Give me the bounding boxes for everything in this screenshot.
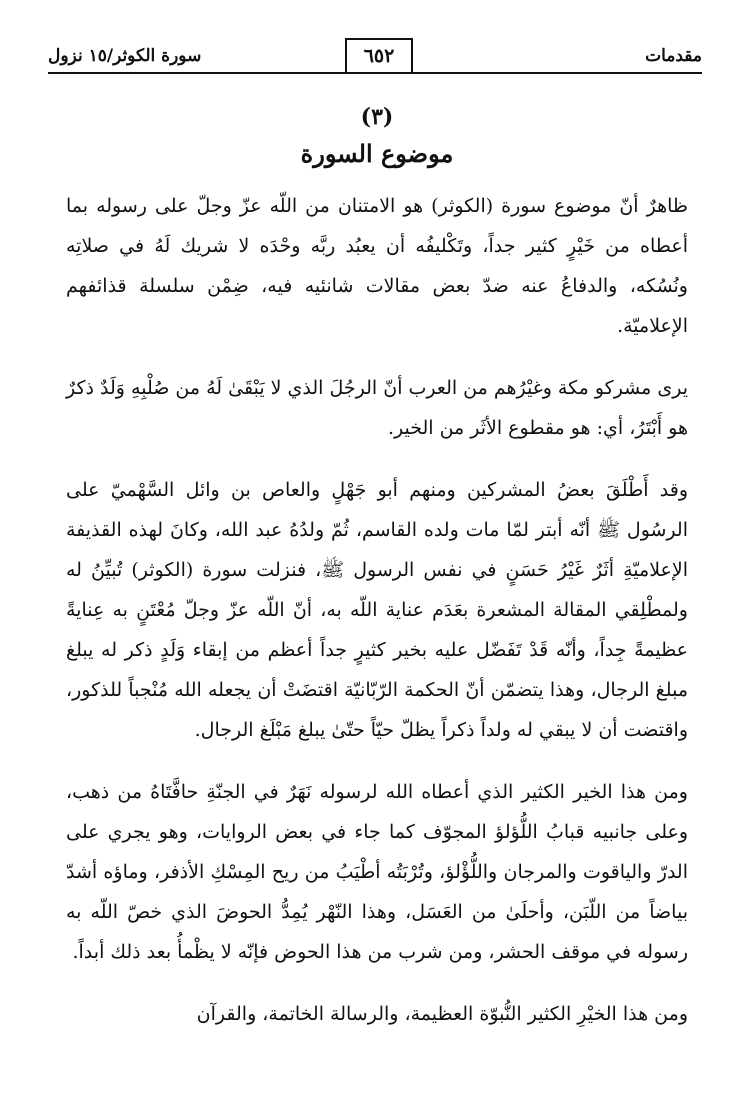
running-head-right: مقدمات bbox=[645, 46, 702, 66]
running-head-left: سورة الكوثر/١٥ نزول bbox=[48, 46, 202, 66]
section-number: (٣) bbox=[360, 104, 394, 130]
page-header bbox=[48, 38, 702, 72]
paragraph-4: ومن هذا الخير الكثير الذي أعطاه الله لرسوله نَهَرٌ في الجنّةِ حافَّتَاهُ من ذهب، وعلى جانبيه قبابُ اللُّؤلؤ المجوّف كما جاء في بعض الروايات، وهو يجري على الدرّ والياقوت والمرجان واللُّؤْلؤ، وتُرْبَتُه أطْيَبُ من ريح المِسْكِ الأذفر، وماؤه أشدّ بياضاً من اللّبَن، وأحلَىٰ من العَسَل، وهذا النّهْر يُمِدُّ الحوضَ الذي خصّ اللّه به رسوله في موقف الحشر، ومن شرب من هذا الحوض فإنّه لا يظْمأُ بعد ذلك أبداً. bbox=[66, 781, 688, 963]
section-title: موضوع السورة bbox=[300, 139, 454, 168]
paragraph-2: يرى مشركو مكة وغيْرُهم من العرب أنّ الرجُلَ الذي لا يَبْقَىٰ لَهُ من صُلْبِهِ وَلَدٌ ذكرٌ هو أَبْتَرُ، أي: هو مقطوع الأثَر من الخير. bbox=[66, 377, 688, 439]
page-body bbox=[66, 100, 688, 1056]
header-rule bbox=[48, 72, 702, 74]
page-number: ٦٥٢ bbox=[345, 38, 413, 74]
paragraph-3: وقد أَطْلَقَ بعضُ المشركين ومنهم أبو جَهْلٍ والعاص بن وائل السَّهْميّ على الرسُول ﷺ أنّه أبتر لمّا مات ولده القاسم، ثُمّ ولدُهُ عبد الله، وكانَ لهذه القذيفة الإعلاميّةِ أثَرٌ غَيْرُ حَسَنٍ في نفس الرسول ﷺ، فنزلت سورة (الكوثر) تُبيِّنُ له ولمطْلِقي المقالة المشعرة بعَدَم عناية اللّه به، أنّ اللّه عزّ وجلّ مُعْتَنٍ به عِنايةً عظيمةً جِداً، وأنّه قَدْ تَفَضّل عليه بخير كثيرٍ جداً أعظم من إبقاء وَلَدٍ ذكر له يبلغ مبلغ الرجال، وهذا يتضمّن أنّ الحكمة الرّبّانيّة اقتضَتْ أن يجعله الله مُنْجباً للذكور، واقتضت أن لا يبقي له ولداً ذكراً يظلّ حيّاً حتّىٰ يبلغ مَبْلَغ الرجال. bbox=[66, 479, 688, 741]
paragraph-1: ظاهرٌ أنّ موضوع سورة (الكوثر) هو الامتنان من اللّه عزّ وجلّ على رسوله بما أعطاه من خَيْرٍ كثير جداً، وتَكْليفُه أن يعبُد ربَّه وحْدَه لا شريك لَهُ في صلاتِه ونُسُكه، والدفاعُ عنه ضدّ بعض مقالات شانئيه فيه، ضِمْن سلسلة قذائفهم الإعلاميّة. bbox=[66, 195, 688, 337]
paragraph-5: ومن هذا الخيْرِ الكثير النُّبوّة العظيمة، والرسالة الخاتمة، والقرآن bbox=[196, 1003, 688, 1025]
